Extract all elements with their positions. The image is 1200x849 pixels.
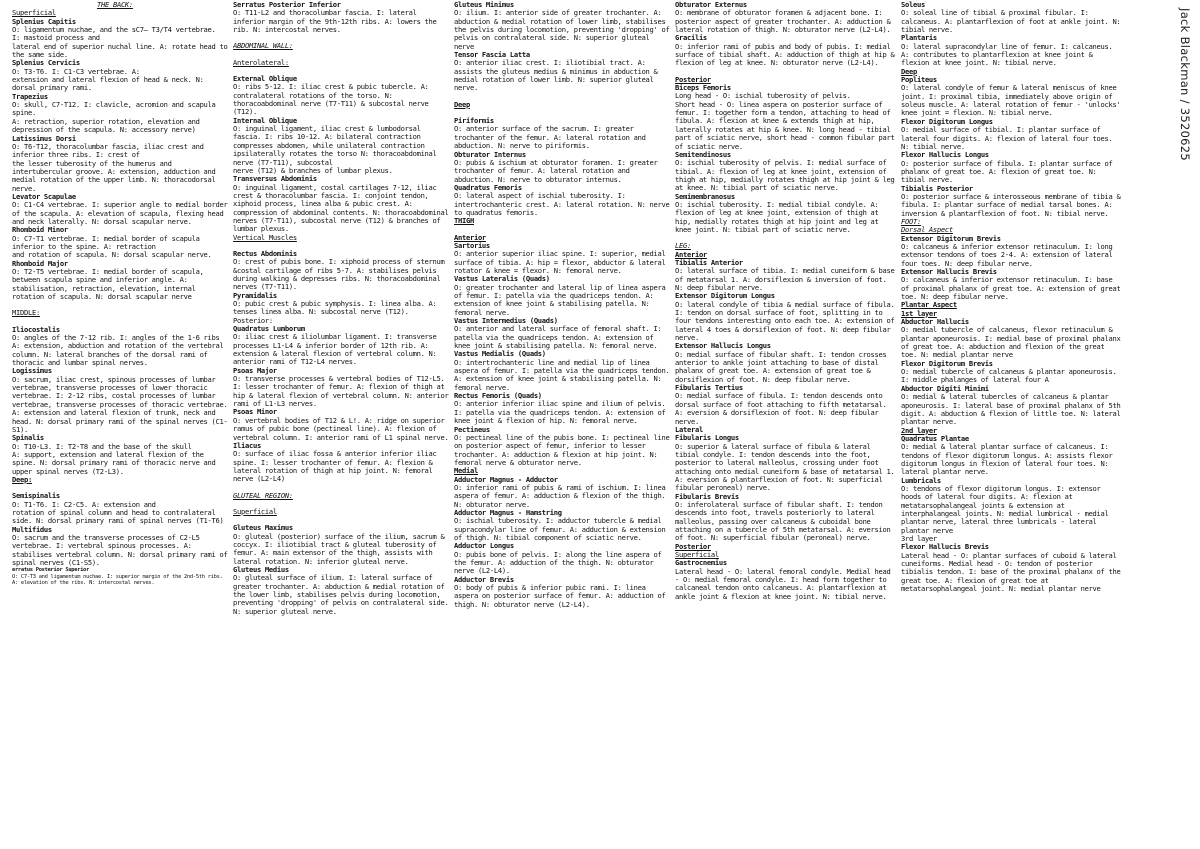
section-heading: Posterior [675, 541, 711, 551]
section-heading: Flexor Digitorum Longus [901, 116, 993, 126]
section-heading: Vastus Lateralis (Quads) [454, 274, 550, 284]
note-line: O: pubic crest & pubic symphysis. I: linea alba. A: tenses linea alba. N: subcostal nerve (T12). [233, 299, 437, 317]
author-label: Jack Blackman / 3520625 [1178, 8, 1192, 162]
section-heading: Lumbricals [901, 475, 941, 485]
section-heading: Serratus Posterior Inferior [233, 0, 341, 9]
note-line: A: support, extension and lateral flexion of the spine. N: dorsal primary rami of thoracic nerve and upper spinal nerves (T2-L3). [12, 449, 216, 476]
section-heading: Adductor Magnus - Adductor [454, 474, 558, 484]
section-heading: erratus Posterior Superior [12, 567, 90, 574]
note-line: and rotation of scapula. N: dorsal scapular nerve. [12, 250, 212, 260]
section-heading: External Oblique [233, 74, 297, 84]
section-heading: Plantar Aspect [901, 300, 957, 310]
note-line: the lesser tuberosity of the humerus and intertubercular groove. A: extension, adduction and medial rotation of the upper limb. N: thoracodorsal nerve. [12, 158, 216, 193]
section-heading: Extensor Digitorum Longus [675, 291, 775, 301]
section-heading: Dorsal Aspect [901, 225, 953, 235]
section-heading: Gluteus Minimus [454, 0, 514, 9]
section-heading: Gluteus Medius [233, 564, 289, 574]
section-heading: Vastus Intermedius (Quads) [454, 316, 558, 326]
section-heading: Lateral [675, 424, 703, 434]
section-heading: Superficial [675, 550, 719, 559]
section-heading: MIDDLE: [12, 308, 40, 318]
note-line: O: ischial tuberosity of pelvis. I: medial surface of tibial. A: flexion of leg at knee joint, extension of thigh at hip, medially rotates thigh at hip joint & leg at knee. N: tibial part of sciatic nerve. [675, 158, 895, 193]
note-line: O: posterior surface & interosseous membrane of tibia & fibula. I: plantar surface of medial tarsal bones. A: inversion & plantarflexion of foot. N: tibial nerve. [901, 191, 1121, 218]
column-5 [901, 0, 1121, 849]
section-heading: Fibularis Tertius [675, 383, 743, 393]
section-heading: Superficial [12, 8, 56, 18]
note-line: Long head - O: ischial tuberosity of pelvis. [675, 91, 851, 101]
section-heading: THE BACK: [97, 0, 133, 9]
note-line: extension and lateral flexion of head & neck. N: dorsal primary rami. [12, 75, 204, 93]
note-line: O: lateral supracondylar line of femur. I: calcaneus. A: contributes to plantarflexion at knee joint & flexion at knee joint. N: tibial nerve. [901, 41, 1113, 68]
note-line: Posterior: [233, 315, 273, 325]
section-heading: Rhomboid Minor [12, 225, 68, 235]
note-line: O: body of pubis & inferior pubic rami. I: linea aspera on posterior surface of femur. A: adduction of thigh. N: obturator nerve (L2-L4). [454, 583, 666, 609]
note-line: O: T2-T5 vertebrae. I: medial border of scapula, between scapula spine and inferior angle. A: stabilisation, retraction, elevation, internal rotation of scapula. N: dorsal scapular nerve [12, 267, 204, 302]
section-heading: Rectus Abdominis [233, 248, 297, 258]
section-heading: Logissimus [12, 366, 52, 376]
note-line: O: ischial tuberosity. I: medial tibial condyle. A: flexion of leg at knee joint, extension of thigh at hip, medially rotates thigh at hip joint and leg at knee joint. N: tibial part of sciatic nerve. [675, 199, 879, 234]
note-line: O: medial & lateral tubercles of calcaneus & plantar aponeurosis. I: lateral base of proximal phalanx of 5th digit. A: abduction & flexion of little toe. N: lateral plantar nerve. [901, 392, 1121, 427]
section-heading: Abductor Hallucis [901, 317, 969, 327]
note-line: Lateral head - O: plantar surfaces of cuboid & lateral cuneiforms. Medial head - O: tendon of posterior tibialis tendon. I: base of the proximal phalanx of the great toe. A: flexion of great toe at metatarsophalangeal joint. N: medial plantar nerve [901, 550, 1121, 594]
note-line: O: inferior rami of pubis and body of pubis. I: medial surface of tibial shaft. A: adduction of thigh at hip & flexion of leg at knee. N: obturator nerve (L2-L4). [675, 41, 895, 68]
section-heading: Posterior [675, 74, 711, 84]
spacer [12, 301, 230, 309]
section-heading: Fibularis Brevis [675, 491, 739, 501]
note-line: O: T10-L3. I: T2-T8 and the base of the skull [12, 441, 192, 451]
section-heading: Internal Oblique [233, 115, 297, 125]
section-heading: Extensor Hallucis Brevis [901, 267, 997, 276]
section-heading: Semitendinosus [675, 149, 731, 159]
section-heading: Psoas Major [233, 365, 277, 375]
note-line: O: medial surface of fibular shaft. I: tendon crosses anterior to ankle joint attaching to base of distal phalanx of great toe. A: extension of great toe & dorsiflexion of foot. N: deep fibular nerve. [675, 349, 887, 384]
section-heading: Tibialis Anterior [675, 257, 743, 267]
note-line: O: T6-T12, thoracolumbar fascia, iliac crest and inferior three ribs. I: crest of [12, 141, 204, 160]
note-line: O: medial surface of tibial. I: plantar surface of lateral four digits. A: flexion of lateral four toes. N: tibial nerve. [901, 125, 1113, 151]
note-line: I: mastoid process and [12, 33, 100, 43]
section-heading: Transversus Abdominis [233, 174, 317, 184]
note-line: O: inferolateral surface of fibular shaft. I: tendon descends into foot, travels posteriorly to lateral malleolus, passing over calcaneus & cuboidal bone attaching on a tubercle of 5th metatarsal. A: eversion of foot. N: superficial fibular (peroneal) nerve. [675, 499, 891, 543]
section-heading: Adductor Magnus - Hamstring [454, 507, 562, 517]
column-1 [12, 0, 230, 849]
note-line: O: medial surface of fibula. I: tendon descends onto dorsal surface of foot attaching to fifth metatarsal. A: eversion & dorsiflexion of foot. N: deep fibular nerve. [675, 391, 887, 426]
note-line: O: C7-T1 vertebrae. I: medial border of scapula inferior to the spine. A: retraction [12, 233, 200, 251]
section-heading: Levator Scapulae [12, 191, 76, 201]
section-heading: Deep: [12, 474, 32, 484]
note-line: O: T11-L2 and thoracolumbar fascia. I: lateral inferior margin of the 9th-12th ribs. A: lowers the rib. N: intercostal nerves. [233, 8, 437, 35]
section-heading: Plantaris [901, 33, 937, 43]
column-4 [675, 0, 897, 849]
note-line: O: inguinal ligament, costal cartilages 7-12, iliac crest & thoracolumbar fascia. I: conjoint tendon, xiphoid process, linea alba & pubic crest. A: compression of abdominal contents. N: thoracoabdominal nerves (T7-T11), subcostal nerve (T12) & branches of lumbar plexus. [233, 182, 449, 234]
section-heading: Popliteus [901, 75, 937, 85]
section-heading: Superficial [233, 506, 277, 516]
section-heading: Semispinalis [12, 491, 60, 501]
note-line: O: lateral surface of tibia. I: medial cuneiform & base of metatarsal 1. A: dorsiflexion & inversion of foot. N: deep fibular nerve. [675, 266, 895, 292]
section-heading: Gastrocnemius [675, 558, 727, 568]
note-line: O: intertrochanteric line and medial lip of linea aspera of femur. I: patella via the quadriceps tendon. A: extension of knee joint & stabilising patella. N: femoral nerve. [454, 357, 670, 392]
note-line: O: superior & lateral surface of fibula & lateral tibial condyle. I: tendon descends into the foot, posterior to lateral malleolus, crossing under foot attaching onto medial cuneiform & base of metatarsal 1. A: eversion & plantarflexion of foot. N: superficial fibular peroneal) nerve. [675, 441, 895, 493]
note-line: O: iliac crest & iliolumbar ligament. I: transverse processes L1-L4 & inferior border of 12th rib. A: extension & lateral flexion of vertebral column. N: anterior rami of T12-L4 nerves. [233, 332, 437, 367]
note-line: O: crest of pubis bone. I: xiphoid process of sternum &costal cartilage of ribs 5-7. A: stabilises pelvis during walking & depresses ribs. N: thoracoabdominal nerves (T7-T11). [233, 257, 445, 292]
section-heading: Deep [454, 99, 470, 109]
section-heading: Pyramidalis [233, 290, 277, 300]
section-heading: Extensor Digitorum Brevis [901, 233, 1001, 243]
note-line: O: skull, C7-T12. I: clavicle, acromion and scapula spine. [12, 100, 216, 118]
column-3 [454, 0, 672, 849]
note-line: O: posterior surface of fibula. I: plantar surface of phalanx of great toe. A: flexion of great toe. N: tibial nerve. [901, 158, 1113, 185]
section-heading: Vastus Medialis (Quads) [454, 349, 546, 359]
section-heading: Tensor Fascia Latta [454, 50, 530, 60]
section-heading: Spinalis [12, 433, 44, 443]
section-heading: Latissimus Dorsi [12, 133, 76, 143]
note-line: O: surface of iliac fossa & anterior inferior iliac spine. I: lesser trochanter of femur. A: flexion & lateral rotation of thigh at hip joint. N: femoral nerve (L2-L4) [233, 449, 437, 484]
note-line: O: inferior rami of pubis & rami of ischium. I: linea aspera of femur. A: adduction & flexion of the thigh. N: obturator nerve. [454, 482, 666, 509]
note-line: O: pectineal line of the pubis bone. I: pectineal line on posterior aspect of femur, inferior to lesser trochanter. A: adduction & flexion at hip joint. N: femoral nerve & obturator nerve. [454, 432, 670, 467]
note-line: O: inguinal ligament, iliac crest & lumbodorsal fascia. I: ribs 10-12. A: bilateral contraction compresses abdomen, while unilateral contraction ipsilaterally rotates the torso N: thoracoabdominal nerve (T7-T11), subcostal [233, 124, 437, 167]
note-line: O: membrane of obturator foramen & adjacent bone. I: posterior aspect of greater trochanter. A: adduction & lateral rotation of thigh. N: obturator nerve (L2-L4). [675, 8, 891, 35]
section-heading: Adductor Longus [454, 541, 514, 551]
note-line: O: pubis & ischium at obturator foramen. I: greater trochanter of femur. A: lateral rotation and abduction. N: nerve to obturator internus. [454, 157, 658, 184]
section-heading: Quadratus Lumborum [233, 324, 305, 334]
note-line: O: tendons of flexor digitorum longus. I: extensor hoods of lateral four digits. A: flexion at metatarsophalangeal joints & extension at interphalangeal joints. N: medial lumbrical - medial plantar nerve, lateral three lumbricals - lateral plantar nerve [901, 483, 1109, 535]
note-line: O: medial & lateral plantar surface of calcaneus. I: tendons of flexor digitorum longus. A: assists flexor digitorum longus in flexion of lateral four toes. N: lateral plantar nerve. [901, 442, 1113, 477]
section-heading: Extensor Hallucis Longus [675, 341, 771, 351]
note-line: O: lateral condyle of tibia & medial surface of fibula. I: tendon on dorsal surface of foot, splitting in to four tendons interesting onto each toe. A: extension of lateral 4 toes & dorsiflexion of foot. N: deep fibular nerve. [675, 299, 895, 343]
section-heading: Biceps Femoris [675, 83, 731, 93]
section-heading: Medial [454, 466, 478, 476]
section-heading: Adductor Brevis [454, 574, 514, 584]
note-line: O: ischial tuberosity. I: adductor tubercle & medial supracondylar line of femur. A: adduction & extension of thigh. N: tibial component of sciatic nerve. [454, 516, 666, 542]
spacer [454, 226, 672, 234]
note-line: O: calcaneus & inferior extensor retinaculum. I: base of proximal phalanx of great toe. A: extension of great toe. N: deep fibular nerve. [901, 275, 1121, 302]
note-line: A: retraction, superior rotation, elevation and depression of the scapula. N: accessory nerve) [12, 116, 200, 135]
note-line: O: medial tubercle of calcaneus & plantar aponeurosis. I: middle phalanges of lateral four A [901, 367, 1117, 385]
section-heading: Obturator Externus [675, 0, 747, 9]
note-line: O: medial tubercle of calcaneus, flexor retinaculum & plantar aponeurosis. I: medial base of proximal phalanx of great toe. A: abduction and flexion of the great toe. N: medial plantar nerve [901, 325, 1121, 360]
note-line: O: C1-C4 vertebrae. I: superior angle to medial border of the scapula. A: elevation of scapula, flexing head and neck laterally. N: dorsal scapular nerve. [12, 200, 228, 226]
note-line: O: anterior iliac crest. I: iliotibial tract. A: assists the gluteus medius & minimus in abduction & medial rotation of lower limb. N: superior gluteal nerve. [454, 58, 658, 93]
note-line: O: sacrum and the transverse processes of C2-L5 vertebrae. I: vertebral spinous processes. A: stabilises vertebral column. N: dorsal primary rami of spinal nerves (C1-S5). [12, 532, 228, 567]
section-heading: ABDOMINAL WALL: [233, 41, 293, 51]
section-heading: Flexor Hallucis Brevis [901, 542, 989, 552]
section-heading: Psoas Minor [233, 407, 277, 417]
section-heading: Soleus [901, 0, 925, 9]
section-heading: Iliacus [233, 440, 261, 450]
note-line: O: greater trochanter and lateral lip of linea aspera of femur. I: patella via the quadriceps tendon. A: extension of knee joint & stabilising patella. N: femoral nerve. [454, 282, 666, 317]
section-heading: Trapezius [12, 91, 48, 101]
note-line: O: gluteal surface of ilium. I: lateral surface of greater trochanter. A: abduction & medial rotation of the lower limb, stabilises pelvis during locomotion, preventing 'dropping' of pelvis on contralateral side. N: superior gluteal nerve. [233, 573, 449, 616]
section-heading: Rhomboid Major [12, 258, 68, 268]
section-heading: Sartorius [454, 240, 490, 250]
note-line: O: transverse processes & vertebral bodies of T12-L5. I: lesser trochanter of femur. A: flexion of thigh at hip & lateral flexion of vertebral column. N: anterior rami of L1-L3 nerves. [233, 374, 449, 409]
column-2 [233, 0, 451, 849]
section-heading: FOOT: [901, 216, 921, 226]
note-line: O: lateral condyle of femur & lateral meniscus of knee joint. I: proximal tibia, immediately above origin of soleus muscle. A: lateral rotation of femur - 'unlocks' knee joint = flexion. N: tibial nerve. [901, 83, 1121, 118]
section-heading: LEG: [675, 241, 691, 251]
section-heading: Obturator Internus [454, 149, 526, 159]
spacer [454, 93, 672, 101]
section-heading: Semimembranosus [675, 191, 735, 201]
note-line: nerve (T12) & branches of lumbar plexus. [233, 165, 393, 175]
section-heading: 2nd layer [901, 425, 937, 435]
note-line: O: anterior surface of the sacrum. I: greater trochanter of the femur. A: lateral rotation and abduction. N: nerve to piriformis. [454, 124, 646, 151]
section-heading: Quadratus Femoris [454, 182, 522, 192]
section-heading: Flexor Hallucis Longus [901, 150, 989, 160]
note-line: 3rd layer [901, 534, 937, 543]
note-line: O: ilium. I: anterior side of greater trochanter. A: abduction & medial rotation of lower limb, stabilises the pelvis during locomotion, preventing 'dropping' of pelvis on contralateral side. N: superior gluteal nerve [454, 8, 670, 51]
section-heading: Pectineus [454, 424, 490, 434]
section-heading: Quadratus Plantae [901, 433, 969, 443]
note-line: O: anterior and lateral surface of femoral shaft. I: patella via the quadriceps tendon. A: extension of knee joint & stabilising patella. N: femoral nerve. [454, 324, 662, 351]
note-line: O: gluteal (posterior) surface of the ilium, sacrum & coccyx. I: iliotibial tract & gluteal tuberosity of femur. A: main extensor of the thigh, assists with lateral rotation. N: inferior gluteal nerve. [233, 531, 445, 566]
section-heading: Anterior [675, 249, 707, 259]
section-heading: Abductor Digiti Minimi [901, 383, 989, 393]
note-line: O: soleal line of tibial & proximal fibular. I: calcaneus. A: plantarflexion of foot at ankle joint. N: tibial nerve. [901, 8, 1121, 35]
note-line: O: C7-T3 and ligamentum nuchae. I: superior margin of the 2nd-5th ribs. A: elevation of the ribs. N: intercostal nerves. [12, 573, 223, 586]
note-line: rotation of spinal column and head to contralateral side. N: dorsal primary rami of spinal nerves (T1-T6) [12, 507, 224, 526]
section-heading: Gluteus Maximus [233, 523, 293, 533]
note-line: O: anterior inferior iliac spine and ilium of pelvis. I: patella via the quadriceps tendon. A: extension of knee joint & flexion of hip. N: femoral nerve. [454, 399, 666, 426]
section-heading: GLUTEAL REGION: [233, 490, 293, 500]
note-line: O: ribs 5-12. I: iliac crest & pubic tubercle. A: contralateral rotations of the torso. N: thoracoabdominal nerve (T7-T11) & subcostal nerve (T12). [233, 82, 429, 117]
note-line: A: extension, abduction and rotation of the vertebral column. N: lateral branches of the dorsal rami of thoracic and lumbar spinal nerves. [12, 341, 224, 368]
section-heading: Vertical Muscles [233, 232, 297, 242]
section-heading: Deep [901, 66, 917, 76]
section-heading: 1st layer [901, 308, 937, 318]
section-heading: Splenius Capitis [12, 16, 76, 26]
note-line: Lateral head - O: lateral femoral condyle. Medial head - O: medial femoral condyle. I: head form together to calcaneal tendon onto calcaneus. A: plantarflexion at ankle joint & flexion at knee joint. N: tibial nerve. [675, 566, 891, 601]
section-heading: THIGH [454, 216, 474, 226]
note-line: O: ligamentum nuchae, and the sC7– T3/T4 vertebrae. [12, 25, 216, 35]
section-heading: Anterior [454, 232, 486, 242]
note-line: O: sacrum, iliac crest, spinous processes of lumbar vertebrae, transverse processes of lower thoracic vertebrae. I: 2-12 ribs, costal processes of lumbar vertebrae, transverse processes of thoracic vertebrae. A: extension and lateral flexion of trunk, neck and head. N: dorsal primary rami of the spinal nerves (C1-S1). [12, 374, 228, 434]
spacer [675, 234, 897, 242]
note-line: O: anterior superior iliac spine. I: superior, medial surface of tibia. A: hip = flexor, abductor & lateral rotator & knee = flexor. N: femoral nerve. [454, 249, 666, 275]
section-heading: Multifidus [12, 524, 52, 534]
note-line: lateral end of superior nuchal line. A: rotate head to the same side. [12, 41, 228, 60]
note-line: O: T3-T6. I: C1-C3 vertebrae. A: [12, 66, 140, 76]
section-heading: Gracilis [675, 33, 707, 43]
note-line: O: lateral aspect of ischial tuberosity. I: intertrochanteric crest. A: lateral rotation. N: nerve to quadratus femoris. [454, 191, 670, 217]
note-line: O: vertebral bodies of T12 & L!. A: ridge on superior ramus of pubic bone (pectineal line). A: flexion of vertebral column. I: anterior rami of L1 spinal nerve. [233, 415, 449, 442]
section-heading: Splenius Cervicis [12, 58, 80, 68]
section-heading: Flexor Digitorum Brevis [901, 358, 993, 368]
section-heading: Iliocostalis [12, 324, 60, 334]
section-heading: Tibialis Posterior [901, 183, 973, 193]
note-line: O: angles of the 7-12 rib. I: angles of the 1-6 ribs [12, 333, 220, 343]
section-heading: Anterolateral: [233, 57, 289, 67]
section-heading: Fibularis Longus [675, 433, 739, 443]
section-heading: Piriformis [454, 116, 494, 126]
section-heading: Rectus Femoris (Quads) [454, 391, 542, 401]
note-line: O: calcaneus & inferior extensor retinaculum. I: long extensor tendons of toes 2-4. A: extension of lateral four toes. N: deep fibular nerve. [901, 241, 1113, 268]
note-line: Short head - O: linea aspera on posterior surface of femur. I: together form a tendon, attaching to head of fibula. A: flexion at knee & extends thigh at hip, laterally rotates at hip & knee. N: long head - tibial part of sciatic nerve, short head - common fibular part of sciatic nerve. [675, 99, 895, 151]
note-line: O: T1-T6. I: C2-C5. A: extension and [12, 499, 156, 509]
note-line: O: pubis bone of pelvis. I: along the line aspera of the femur. A: adduction of the thigh. N: obturator nerve (L2-L4). [454, 549, 662, 576]
